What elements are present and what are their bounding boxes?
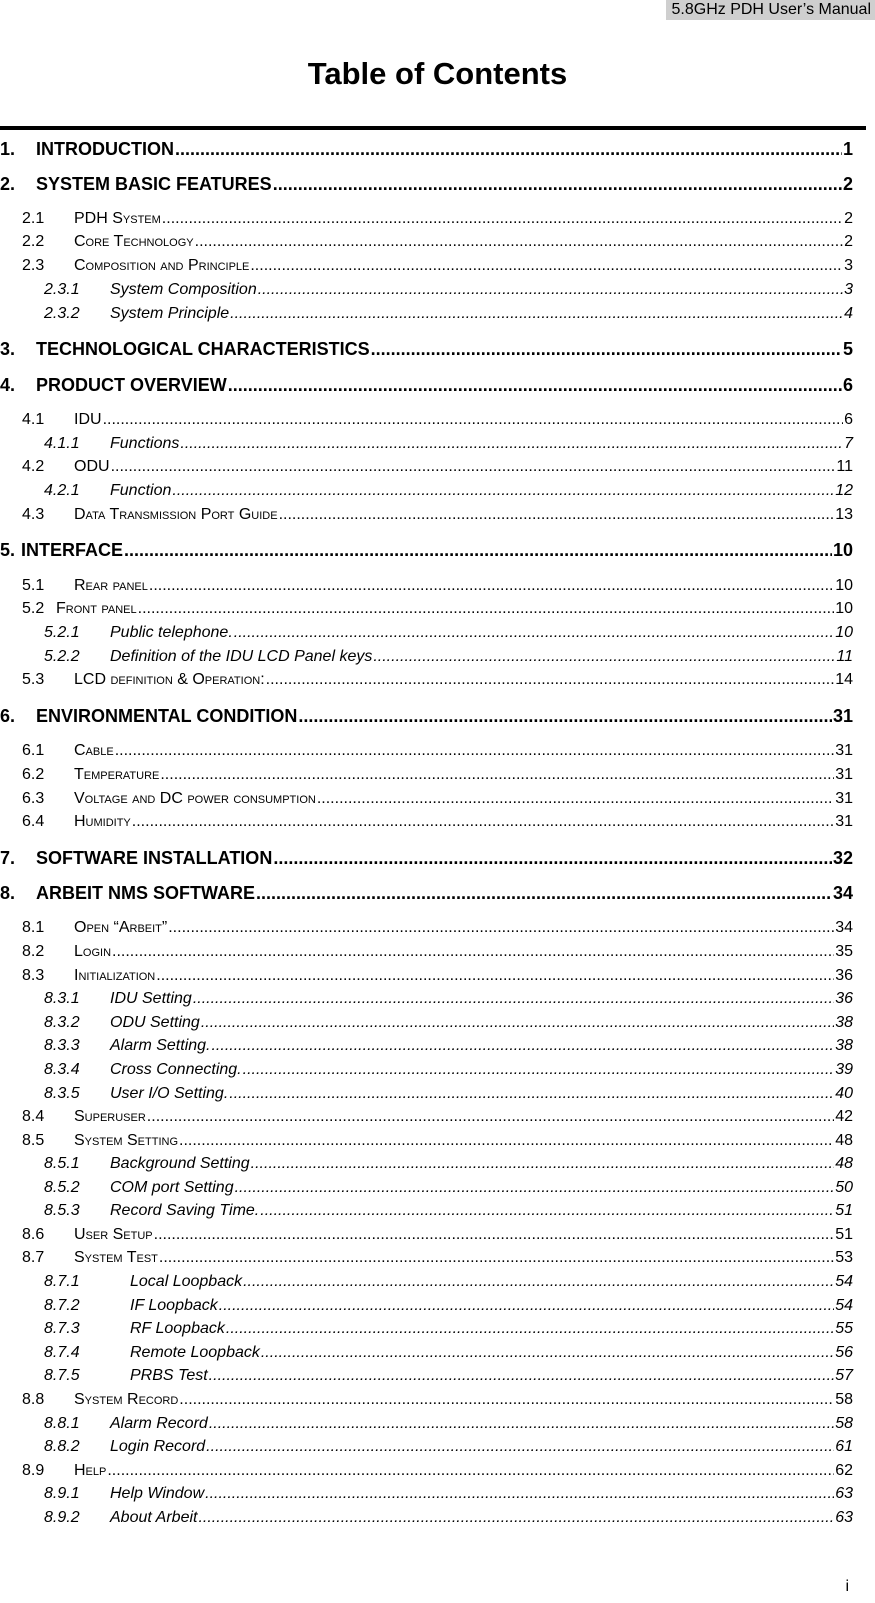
toc-dot-leader — [154, 1226, 835, 1244]
toc-dot-leader — [195, 233, 843, 251]
toc-section-title: ENVIRONMENTAL CONDITION — [36, 706, 298, 726]
toc-dot-leader — [198, 1509, 834, 1527]
toc-entry[interactable] — [44, 1297, 853, 1315]
toc-dot-leader — [234, 624, 834, 642]
toc-section-number: 8.7 — [22, 1249, 45, 1266]
toc-page-number: 12 — [835, 482, 853, 499]
toc-dot-leader — [273, 174, 842, 195]
toc-page-number: 36 — [835, 967, 853, 984]
toc-dot-leader — [371, 339, 842, 360]
toc-section-number: 5. — [0, 540, 16, 560]
toc-dot-leader — [138, 600, 835, 618]
toc-dot-leader — [193, 990, 834, 1008]
toc-entry[interactable] — [22, 967, 853, 985]
page-number: i — [845, 1578, 849, 1595]
toc-dot-leader — [243, 1061, 835, 1079]
toc-entry[interactable] — [44, 1485, 853, 1503]
toc-page-number: 2 — [844, 233, 853, 250]
toc-section-title: Public telephone. — [110, 624, 233, 641]
toc-section-title: PRODUCT OVERVIEW — [36, 375, 227, 395]
toc-section-number: 8.9.2 — [44, 1509, 80, 1526]
toc-entry[interactable] — [22, 790, 853, 808]
toc-page-number: 31 — [832, 706, 853, 726]
toc-section-number: 2. — [0, 174, 16, 194]
toc-section-number: 1. — [0, 139, 16, 159]
toc-section-number: 2.2 — [22, 233, 45, 250]
title-divider — [0, 126, 866, 130]
toc-dot-leader — [243, 1273, 834, 1291]
toc-entry[interactable] — [22, 577, 853, 595]
toc-section-title: Login Record — [110, 1438, 206, 1455]
toc-section-number: 4.1.1 — [44, 435, 80, 452]
toc-page-number: 1 — [842, 139, 853, 159]
toc-dot-leader — [298, 706, 832, 727]
toc-section-title: IDU — [74, 411, 102, 428]
toc-section-number: 8.3.2 — [44, 1014, 80, 1031]
toc-section-title: SOFTWARE INSTALLATION — [36, 848, 273, 868]
toc-page-number: 54 — [835, 1297, 853, 1314]
toc-section-number: 6.2 — [22, 766, 45, 783]
toc-section-number: 8.3.4 — [44, 1061, 80, 1078]
toc-page-number: 34 — [835, 919, 853, 936]
toc-dot-leader — [317, 790, 834, 808]
toc-dot-leader — [235, 1179, 835, 1197]
toc-section-number: 2.3.2 — [44, 305, 80, 322]
toc-section-title: Voltage and DC power consumption — [74, 790, 316, 807]
toc-dot-leader — [273, 848, 832, 869]
toc-section-title: Composition and Principle — [74, 257, 250, 274]
toc-entry[interactable] — [0, 139, 853, 160]
toc-section-number: 8.5.2 — [44, 1179, 80, 1196]
toc-page-number: 63 — [835, 1509, 853, 1526]
toc-section-title: Superuser — [74, 1108, 146, 1125]
toc-section-number: 6. — [0, 706, 16, 726]
toc-section-title: Temperature — [74, 766, 160, 783]
toc-dot-leader — [229, 1085, 834, 1103]
toc-section-number: 5.2.2 — [44, 648, 80, 665]
toc-section-title: Cable — [74, 742, 114, 759]
toc-section-title: PDH System — [74, 210, 161, 227]
toc-section-title: System Principle — [110, 305, 230, 322]
toc-dot-leader — [111, 458, 836, 476]
toc-dot-leader — [206, 1438, 834, 1456]
toc-dot-leader — [205, 1485, 834, 1503]
toc-section-number: 8.4 — [22, 1108, 45, 1125]
toc-page-number: 7 — [844, 435, 853, 452]
toc-page-number: 58 — [835, 1415, 853, 1432]
toc-section-number: 5.3 — [22, 671, 45, 688]
toc-section-number: 8.5 — [22, 1132, 45, 1149]
toc-page-number: 51 — [835, 1226, 853, 1243]
toc-page-number: 57 — [835, 1367, 853, 1384]
toc-page-number: 3 — [844, 281, 853, 298]
toc-section-title: IDU Setting — [110, 990, 192, 1007]
toc-entry[interactable] — [0, 174, 853, 195]
toc-dot-leader — [103, 411, 844, 429]
toc-section-number: 6.4 — [22, 813, 45, 830]
toc-entry[interactable] — [44, 1202, 853, 1220]
toc-dot-leader — [115, 742, 835, 760]
toc-dot-leader — [230, 305, 843, 323]
toc-dot-leader — [112, 943, 834, 961]
toc-page-number: 53 — [835, 1249, 853, 1266]
toc-section-number: 8.3.1 — [44, 990, 80, 1007]
toc-section-number: 8.5.1 — [44, 1155, 80, 1172]
toc-section-number: 8.9 — [22, 1462, 45, 1479]
toc-section-number: 8.8.1 — [44, 1415, 80, 1432]
toc-dot-leader — [261, 1344, 834, 1362]
toc-section-title: Record Saving Time. — [110, 1202, 260, 1219]
toc-page-number: 10 — [835, 600, 853, 617]
toc-page-number: 2 — [842, 174, 853, 194]
toc-page-number: 48 — [835, 1155, 853, 1172]
toc-page-number: 10 — [835, 624, 853, 641]
toc-section-number: 8.3.3 — [44, 1037, 80, 1054]
toc-section-number: 6.1 — [22, 742, 45, 759]
toc-page-number: 3 — [844, 257, 853, 274]
toc-section-title: Open “Arbeit” — [74, 919, 168, 936]
toc-page-number: 54 — [835, 1273, 853, 1290]
toc-dot-leader — [373, 648, 835, 666]
toc-section-number: 8.7.2 — [44, 1297, 80, 1314]
toc-page-number: 2 — [844, 210, 853, 227]
toc-dot-leader — [160, 766, 834, 784]
toc-section-number: 4.2 — [22, 458, 45, 475]
toc-dot-leader — [209, 1415, 834, 1433]
toc-dot-leader — [250, 257, 843, 275]
toc-section-number: 5.2.1 — [44, 624, 80, 641]
toc-section-title: IF Loopback — [130, 1297, 218, 1314]
toc-entry[interactable] — [0, 883, 853, 904]
toc-page-number: 62 — [835, 1462, 853, 1479]
toc-section-number: 7. — [0, 848, 16, 868]
toc-section-title: TECHNOLOGICAL CHARACTERISTICS — [36, 339, 370, 359]
toc-section-title: COM port Setting — [110, 1179, 234, 1196]
toc-entry[interactable] — [22, 257, 853, 275]
toc-page-number: 5 — [842, 339, 853, 359]
toc-entry[interactable] — [22, 813, 853, 831]
toc-section-number: 8.7.1 — [44, 1273, 80, 1290]
toc-entry[interactable] — [44, 648, 853, 666]
toc-entry[interactable] — [22, 1391, 853, 1409]
toc-dot-leader — [219, 1297, 834, 1315]
toc-dot-leader — [266, 671, 835, 689]
toc-section-title: Function — [110, 482, 172, 499]
running-header: 5.8GHz PDH User’s Manual — [666, 0, 875, 20]
toc-section-number: 8.7.5 — [44, 1367, 80, 1384]
toc-entry[interactable] — [22, 458, 853, 476]
toc-page-number: 51 — [835, 1202, 853, 1219]
toc-section-title: Rear panel — [74, 577, 148, 594]
toc-section-number: 8.3.5 — [44, 1085, 80, 1102]
toc-page-number: 42 — [835, 1108, 853, 1125]
toc-page-number: 4 — [844, 305, 853, 322]
toc-page-number: 38 — [835, 1014, 853, 1031]
toc-page-number: 10 — [832, 540, 853, 560]
toc-entry[interactable] — [44, 1061, 853, 1079]
toc-entry[interactable] — [44, 482, 853, 500]
toc-dot-leader — [162, 210, 843, 228]
toc-entry[interactable] — [44, 1014, 853, 1032]
toc-page-number: 31 — [835, 766, 853, 783]
toc-section-number: 2.3.1 — [44, 281, 80, 298]
toc-dot-leader — [209, 1367, 835, 1385]
toc-section-number: 6.3 — [22, 790, 45, 807]
toc-entry[interactable] — [44, 1179, 853, 1197]
toc-page-number: 40 — [835, 1085, 853, 1102]
toc-section-number: 2.1 — [22, 210, 45, 227]
toc-page-number: 35 — [835, 943, 853, 960]
toc-section-title: System Composition — [110, 281, 257, 298]
toc-dot-leader — [179, 1132, 834, 1150]
toc-page-number: 48 — [835, 1132, 853, 1149]
toc-section-title: About Arbeit — [110, 1509, 198, 1526]
toc-section-title: Core Technology — [74, 233, 194, 250]
toc-section-title: ODU Setting — [110, 1014, 200, 1031]
toc-section-title: Login — [74, 943, 112, 960]
toc-dot-leader — [279, 506, 835, 524]
toc-section-number: 3. — [0, 339, 16, 359]
toc-page-number: 56 — [835, 1344, 853, 1361]
toc-section-number: 4. — [0, 375, 16, 395]
toc-dot-leader — [107, 1462, 834, 1480]
toc-dot-leader — [226, 1320, 834, 1338]
toc-section-number: 8.3 — [22, 967, 45, 984]
toc-page-number: 58 — [835, 1391, 853, 1408]
toc-entry[interactable] — [22, 919, 853, 937]
toc-section-title: Background Setting — [110, 1155, 250, 1172]
toc-section-title: PRBS Test — [130, 1367, 208, 1384]
toc-section-number: 2.3 — [22, 257, 45, 274]
toc-section-number: 5.1 — [22, 577, 45, 594]
toc-entry[interactable] — [44, 1273, 853, 1291]
toc-dot-leader — [147, 1108, 834, 1126]
toc-section-title: Remote Loopback — [130, 1344, 260, 1361]
toc-entry[interactable] — [0, 848, 853, 869]
toc-page-number: 34 — [832, 883, 853, 903]
toc-dot-leader — [159, 1249, 834, 1267]
toc-section-title: Humidity — [74, 813, 131, 830]
toc-entry[interactable] — [22, 600, 853, 618]
toc-page-number: 10 — [835, 577, 853, 594]
toc-section-title: System Test — [74, 1249, 158, 1266]
toc-section-title: SYSTEM BASIC FEATURES — [36, 174, 272, 194]
toc-dot-leader — [132, 813, 834, 831]
toc-dot-leader — [251, 1155, 835, 1173]
toc-section-title: RF Loopback — [130, 1320, 225, 1337]
toc-section-title: Front panel — [56, 600, 137, 617]
toc-page-number: 38 — [835, 1037, 853, 1054]
toc-section-title: Cross Connecting. — [110, 1061, 242, 1078]
toc-section-title: LCD definition & Operation: — [74, 671, 265, 688]
toc-dot-leader — [256, 883, 832, 904]
toc-entry[interactable] — [22, 766, 853, 784]
toc-page-number: 50 — [835, 1179, 853, 1196]
toc-dot-leader — [172, 482, 834, 500]
toc-entry[interactable] — [22, 1108, 853, 1126]
toc-entry[interactable] — [22, 742, 853, 760]
toc-section-title: ODU — [74, 458, 110, 475]
toc-entry[interactable] — [22, 210, 853, 228]
toc-section-title: ARBEIT NMS SOFTWARE — [36, 883, 255, 903]
toc-entry[interactable] — [44, 990, 853, 1008]
toc-section-title: Functions — [110, 435, 180, 452]
toc-section-number: 8. — [0, 883, 16, 903]
toc-section-title: Alarm Record — [110, 1415, 208, 1432]
toc-entry[interactable] — [22, 1462, 853, 1480]
toc-entry[interactable] — [44, 305, 853, 323]
toc-page-number: 55 — [835, 1320, 853, 1337]
toc-dot-leader — [260, 1202, 834, 1220]
toc-entry[interactable] — [44, 1367, 853, 1385]
toc-section-title: Help — [74, 1462, 107, 1479]
page-title: Table of Contents — [307, 56, 568, 91]
toc-section-number: 4.3 — [22, 506, 45, 523]
toc-dot-leader — [124, 540, 832, 561]
toc-dot-leader — [168, 919, 834, 937]
toc-section-number: 8.5.3 — [44, 1202, 80, 1219]
toc-entry[interactable] — [44, 1438, 853, 1456]
toc-entry[interactable] — [44, 1509, 853, 1527]
toc-section-number: 8.8.2 — [44, 1438, 80, 1455]
toc-page-number: 14 — [835, 671, 853, 688]
toc-entry[interactable] — [22, 506, 853, 524]
toc-section-number: 8.1 — [22, 919, 45, 936]
toc-section-title: System Setting — [74, 1132, 179, 1149]
toc-entry[interactable] — [0, 540, 853, 561]
toc-section-title: Data Transmission Port Guide — [74, 506, 278, 523]
toc-section-title: Definition of the IDU LCD Panel keys — [110, 648, 373, 665]
toc-section-title: INTRODUCTION — [36, 139, 174, 159]
toc-page-number: 63 — [835, 1485, 853, 1502]
toc-dot-leader — [149, 577, 834, 595]
toc-entry[interactable] — [22, 671, 853, 689]
toc-section-title: Help Window — [110, 1485, 205, 1502]
toc-entry[interactable] — [0, 375, 853, 396]
toc-dot-leader — [201, 1014, 834, 1032]
toc-section-title: INTERFACE — [21, 540, 124, 560]
toc-dot-leader — [156, 967, 834, 985]
toc-page-number: 13 — [835, 506, 853, 523]
toc-section-number: 8.7.3 — [44, 1320, 80, 1337]
toc-dot-leader — [228, 375, 842, 396]
toc-page-number: 6 — [842, 375, 853, 395]
toc-section-title: Alarm Setting. — [110, 1037, 211, 1054]
toc-page-number: 11 — [836, 648, 853, 665]
toc-entry[interactable] — [22, 411, 853, 429]
toc-dot-leader — [211, 1037, 834, 1055]
toc-section-title: User I/O Setting. — [110, 1085, 229, 1102]
toc-entry[interactable] — [22, 1132, 853, 1150]
toc-entry[interactable] — [44, 435, 853, 453]
toc-entry[interactable] — [0, 339, 853, 360]
toc-section-number: 4.2.1 — [44, 482, 80, 499]
toc-section-number: 4.1 — [22, 411, 45, 428]
toc-page-number: 6 — [844, 411, 853, 428]
toc-page-number: 36 — [835, 990, 853, 1007]
toc-section-number: 8.9.1 — [44, 1485, 80, 1502]
toc-dot-leader — [180, 435, 843, 453]
toc-dot-leader — [175, 139, 842, 160]
toc-section-title: System Record — [74, 1391, 179, 1408]
toc-dot-leader — [179, 1391, 834, 1409]
toc-entry[interactable] — [22, 233, 853, 251]
toc-entry[interactable] — [44, 1415, 853, 1433]
toc-page-number: 61 — [835, 1438, 853, 1455]
toc-entry[interactable] — [0, 706, 853, 727]
toc-section-title: Initialization — [74, 967, 156, 984]
toc-page-number: 31 — [835, 742, 853, 759]
toc-entry[interactable] — [44, 1155, 853, 1173]
toc-section-number: 8.2 — [22, 943, 45, 960]
toc-page-number: 31 — [835, 790, 853, 807]
toc-entry[interactable] — [44, 281, 853, 299]
toc-entry[interactable] — [22, 943, 853, 961]
toc-entry[interactable] — [22, 1249, 853, 1267]
toc-entry[interactable] — [44, 1344, 853, 1362]
toc-page-number: 39 — [835, 1061, 853, 1078]
toc-page-number: 32 — [832, 848, 853, 868]
toc-section-title: Local Loopback — [130, 1273, 243, 1290]
toc-entry[interactable] — [22, 1226, 853, 1244]
toc-entry[interactable] — [44, 1320, 853, 1338]
toc-section-title: User Setup — [74, 1226, 153, 1243]
toc-section-number: 8.8 — [22, 1391, 45, 1408]
toc-entry[interactable] — [44, 1085, 853, 1103]
toc-page-number: 31 — [835, 813, 853, 830]
toc-section-number: 5.2 — [22, 600, 45, 617]
toc-section-number: 8.7.4 — [44, 1344, 80, 1361]
toc-page-number: 11 — [836, 458, 853, 475]
toc-entry[interactable] — [44, 624, 853, 642]
toc-section-number: 8.6 — [22, 1226, 45, 1243]
toc-dot-leader — [258, 281, 843, 299]
toc-entry[interactable] — [44, 1037, 853, 1055]
